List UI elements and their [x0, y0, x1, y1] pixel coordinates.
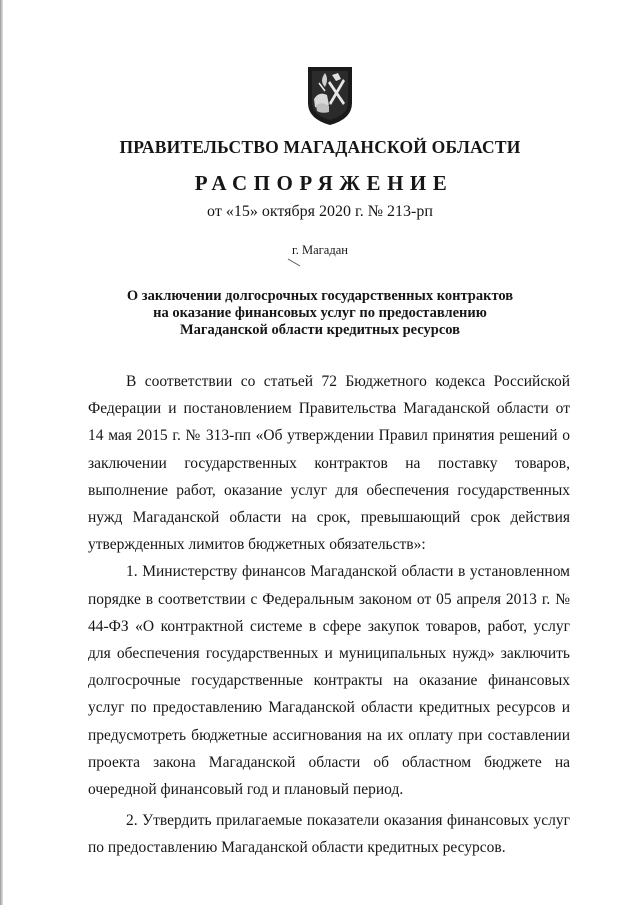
document-subject: [0, 288, 640, 339]
government-name: ПРАВИТЕЛЬСТВО МАГАДАНСКОЙ ОБЛАСТИ: [119, 137, 521, 157]
subject-line: Магаданской области кредитных ресурсов: [179, 322, 461, 338]
document-body: [88, 368, 570, 862]
date-and-number: от «15» октября 2020 г. № 213-рп: [207, 203, 433, 220]
scan-edge: [0, 0, 3, 905]
subject-line: О заключении долгосрочных государственных контрактов: [126, 288, 514, 304]
item-1-paragraph: 1. Министерству финансов Магаданской области в установленном порядке в соответствии с Федеральным законом от 05 апреля 2013 г. № 44-ФЗ «О контрактной системе в сфере закупок товаров, работ, услуг для обеспечения государственных и муниципальных нужд» заключить долгосрочные государственные контракты на оказание финансовых услуг по предоставлению Магаданской области кредитных ресурсов и предусмотреть бюджетные ассигнования на их оплату при составлении проекта закона Магаданской области об областном бюджете на очередной финансовый год и плановый период.: [88, 563, 570, 799]
preamble-paragraph: В соответствии со статьей 72 Бюджетного кодекса Российской Федерации и постановлением Правительства Магаданской области от 14 мая 2015 г. № 313-пп «Об утверждении Правил принятия решений о заключении государственных контрактов на поставку товаров, выполнение работ, оказание услуг для обеспечения государственных нужд Магаданской области на срок, превышающий срок действия утвержденных лимитов бюджетных обязательств»:: [88, 373, 570, 554]
item-2-paragraph: 2. Утвердить прилагаемые показатели оказания финансовых услуг по предоставлению Магаданской области кредитных ресурсов.: [88, 812, 570, 857]
coat-of-arms-icon: [305, 65, 355, 127]
document-type: РАСПОРЯЖЕНИЕ: [194, 171, 454, 195]
scan-mark: [288, 259, 301, 267]
city: г. Магадан: [292, 243, 348, 257]
subject-line: на оказание финансовых услуг по предоставлению: [153, 305, 487, 321]
